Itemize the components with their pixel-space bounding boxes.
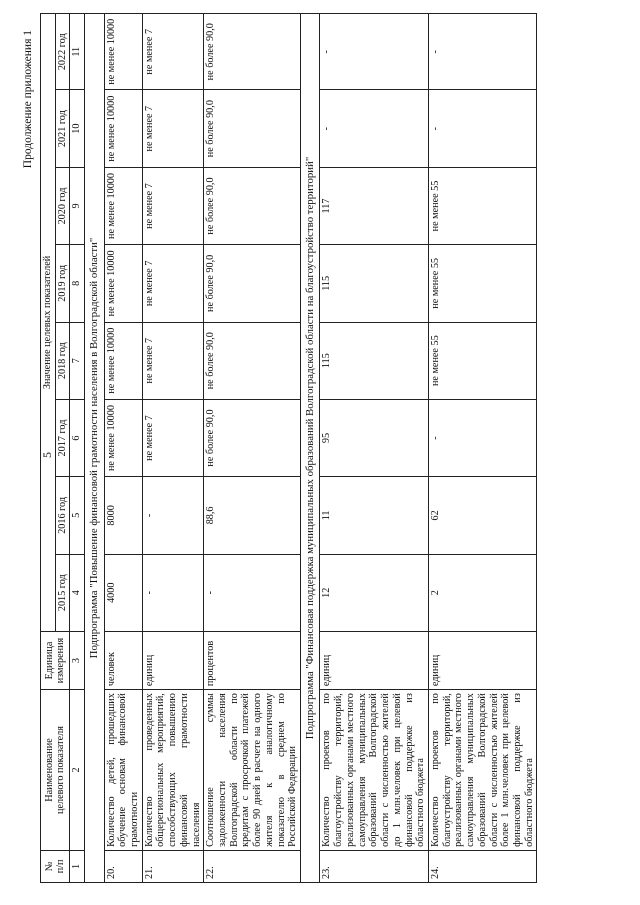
value-cell: не более 90,0 [204, 167, 301, 244]
subprogram-title: Подпрограмма "Финансовая поддержка муниципальных образований Волгоградской области на благоустройство территорий" [301, 14, 320, 883]
table-header [41, 14, 85, 883]
value-cell: 117 [320, 167, 428, 244]
value-cell: не менее 7 [142, 14, 204, 90]
value-cell: не менее 10000 [104, 322, 142, 399]
value-cell: 115 [320, 245, 428, 322]
value-cell: не более 90,0 [204, 14, 301, 90]
table-row [142, 14, 204, 883]
table-row [104, 14, 142, 883]
indicator-name: Количество проектов по благоустройству территорий, реализованных органами местного самоуправления муниципальных образований Волгоградской области с численностью жителей до 1 млн.человек при целевой финансовой поддержке из областного бюджета [320, 690, 428, 851]
unit: единиц [142, 631, 204, 689]
unit: единиц [428, 631, 536, 689]
subprogram-row [301, 14, 320, 883]
indicators-table [40, 13, 537, 883]
value-cell: 8000 [104, 477, 142, 554]
value-cell: не менее 7 [142, 322, 204, 399]
value-cell: не менее 7 [142, 90, 204, 167]
value-cell: не менее 7 [142, 245, 204, 322]
value-cell: 4000 [104, 554, 142, 631]
value-cell: не менее 10000 [104, 14, 142, 90]
value-cell: 62 [428, 477, 536, 554]
indicator-name: Количество проведенных общерегиональных мероприятий, способствующих повышению финансовой грамотности населения [142, 690, 204, 851]
header-year: 2020 год [55, 167, 70, 244]
header-column-number: 8 [70, 245, 85, 322]
value-cell: 115 [320, 322, 428, 399]
page-number: 5 [40, 452, 54, 458]
value-cell: не более 90,0 [204, 322, 301, 399]
value-cell: 95 [320, 399, 428, 476]
subprogram-title: Подпрограмма "Повышение финансовой грамотности населения в Волгоградской области" [85, 14, 104, 883]
header-column-number: 9 [70, 167, 85, 244]
header-column-number: 1 [70, 850, 85, 882]
value-cell: не менее 10000 [104, 399, 142, 476]
value-cell: - [142, 477, 204, 554]
value-cell: 11 [320, 477, 428, 554]
header-column-number: 2 [70, 690, 85, 851]
value-cell: - [142, 554, 204, 631]
header-year: 2019 год [55, 245, 70, 322]
header-year: 2015 год [55, 554, 70, 631]
value-cell: 12 [320, 554, 428, 631]
header-column-numbers-row [70, 14, 85, 883]
row-number: 20. [104, 850, 142, 882]
value-cell: - [428, 399, 536, 476]
unit: единиц [320, 631, 428, 689]
header-unit: Единица измерения [41, 631, 70, 689]
appendix-caption: Продолжение приложения 1 [22, 30, 34, 169]
value-cell: - [320, 14, 428, 90]
unit: процентов [204, 631, 301, 689]
value-cell: 2 [428, 554, 536, 631]
header-year: 2017 год [55, 399, 70, 476]
value-cell: - [320, 90, 428, 167]
value-cell: не менее 7 [142, 399, 204, 476]
value-cell: - [428, 90, 536, 167]
unit: человек [104, 631, 142, 689]
row-number: 24. [428, 850, 536, 882]
subprogram-row [85, 14, 104, 883]
header-year: 2022 год [55, 14, 70, 90]
table-row [428, 14, 536, 883]
value-cell: не более 90,0 [204, 90, 301, 167]
value-cell: не менее 55 [428, 245, 536, 322]
value-cell: не более 90,0 [204, 399, 301, 476]
header-column-number: 10 [70, 90, 85, 167]
header-values: Значение целевых показателей [41, 14, 56, 632]
header-year: 2016 год [55, 477, 70, 554]
header-column-number: 5 [70, 477, 85, 554]
value-cell: не менее 55 [428, 167, 536, 244]
header-num: № п/п [41, 850, 70, 882]
value-cell: 88,6 [204, 477, 301, 554]
value-cell: не менее 7 [142, 167, 204, 244]
header-column-number: 4 [70, 554, 85, 631]
header-column-number: 7 [70, 322, 85, 399]
value-cell: - [204, 554, 301, 631]
value-cell: не менее 55 [428, 322, 536, 399]
value-cell: не менее 10000 [104, 245, 142, 322]
row-number: 22. [204, 850, 301, 882]
header-year: 2018 год [55, 322, 70, 399]
indicator-name: Количество детей, прошедших обучение основам финансовой грамотности [104, 690, 142, 851]
header-column-number: 6 [70, 399, 85, 476]
table-row [320, 14, 428, 883]
table-row [204, 14, 301, 883]
indicator-name: Количество проектов по благоустройству территорий, реализованных органами местного самоуправления муниципальных образований Волгоградской области с численностью жителей более 1 млн.человек при целевой финансовой поддержке из областного бюджета [428, 690, 536, 851]
value-cell: не менее 10000 [104, 90, 142, 167]
header-column-number: 3 [70, 631, 85, 689]
header-year: 2021 год [55, 90, 70, 167]
value-cell: не более 90,0 [204, 245, 301, 322]
header-column-number: 11 [70, 14, 85, 90]
indicator-name: Соотношение суммы задолженности населения Волгоградской области по кредитам с просрочкой платежей более 90 дней в расчете на одного жителя к аналогичному показателю в среднем по Российской Федерации [204, 690, 301, 851]
table-body [85, 14, 537, 883]
value-cell: не менее 10000 [104, 167, 142, 244]
value-cell: - [428, 14, 536, 90]
header-name: Наименование целевого показателя [41, 690, 70, 851]
row-number: 21. [142, 850, 204, 882]
row-number: 23. [320, 850, 428, 882]
